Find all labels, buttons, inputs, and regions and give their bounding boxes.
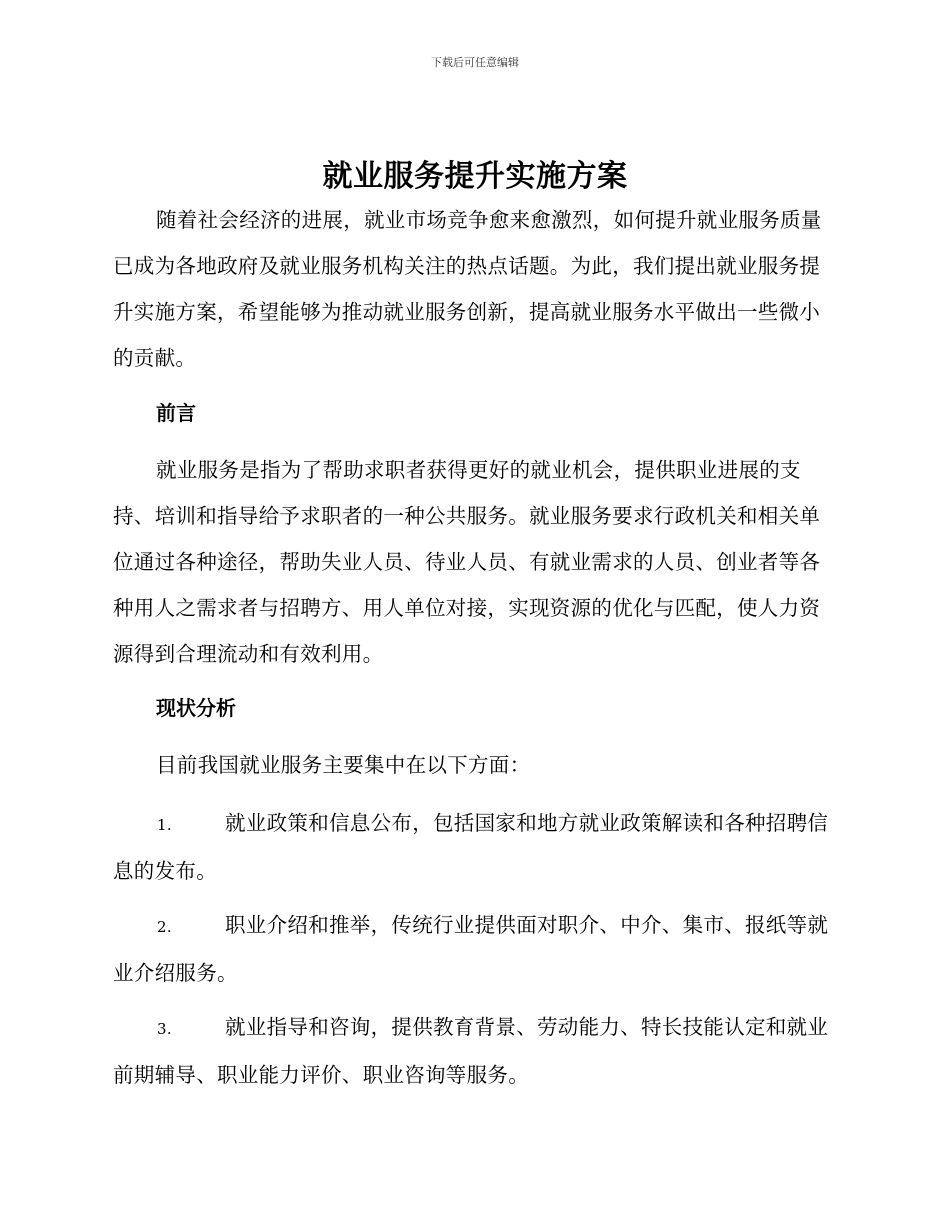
document-title: 就业服务提升实施方案 [322, 159, 628, 194]
list-text: 就业政策和信息公布，包括国家和地方就业政策解读和各种招聘信息的发布。 [113, 811, 829, 883]
list-text: 就业指导和咨询，提供教育背景、劳动能力、特长技能认定和就业前期辅导、职业能力评价、职业咨询等服务。 [113, 1015, 829, 1087]
section-heading-preface: 前言 [156, 401, 196, 425]
list-number: 2. [157, 918, 172, 936]
preface-paragraph: 就业服务是指为了帮助求职者获得更好的就业机会，提供职业进展的支持、培训和指导给予求职者的一种公共服务。就业服务要求行政机关和相关单位通过各种途径，帮助失业人员、待业人员、有就业需求的人员、创业者等各种用人之需求者与招聘方、用人单位对接，实现资源的优化与匹配，使人力资源得到合理流动和有效利用。 [113, 458, 821, 666]
list-item [113, 800, 835, 894]
list-item [113, 902, 835, 996]
list-text: 职业介绍和推举，传统行业提供面对职介、中介、集市、报纸等就业介绍服务。 [113, 913, 829, 985]
list-number: 3. [157, 1020, 172, 1038]
header-note: 下载后可任意编辑 [431, 56, 519, 69]
intro-paragraph: 随着社会经济的进展，就业市场竞争愈来愈激烈，如何提升就业服务质量已成为各地政府及就业服务机构关注的热点话题。为此，我们提出就业服务提升实施方案，希望能够为推动就业服务创新，提高就业服务水平做出一些微小的贡献。 [113, 208, 822, 370]
analysis-lead: 目前我国就业服务主要集中在以下方面： [156, 753, 531, 777]
list-item [113, 1004, 835, 1098]
list-number: 1. [157, 816, 172, 834]
section-heading-analysis: 现状分析 [156, 696, 236, 720]
